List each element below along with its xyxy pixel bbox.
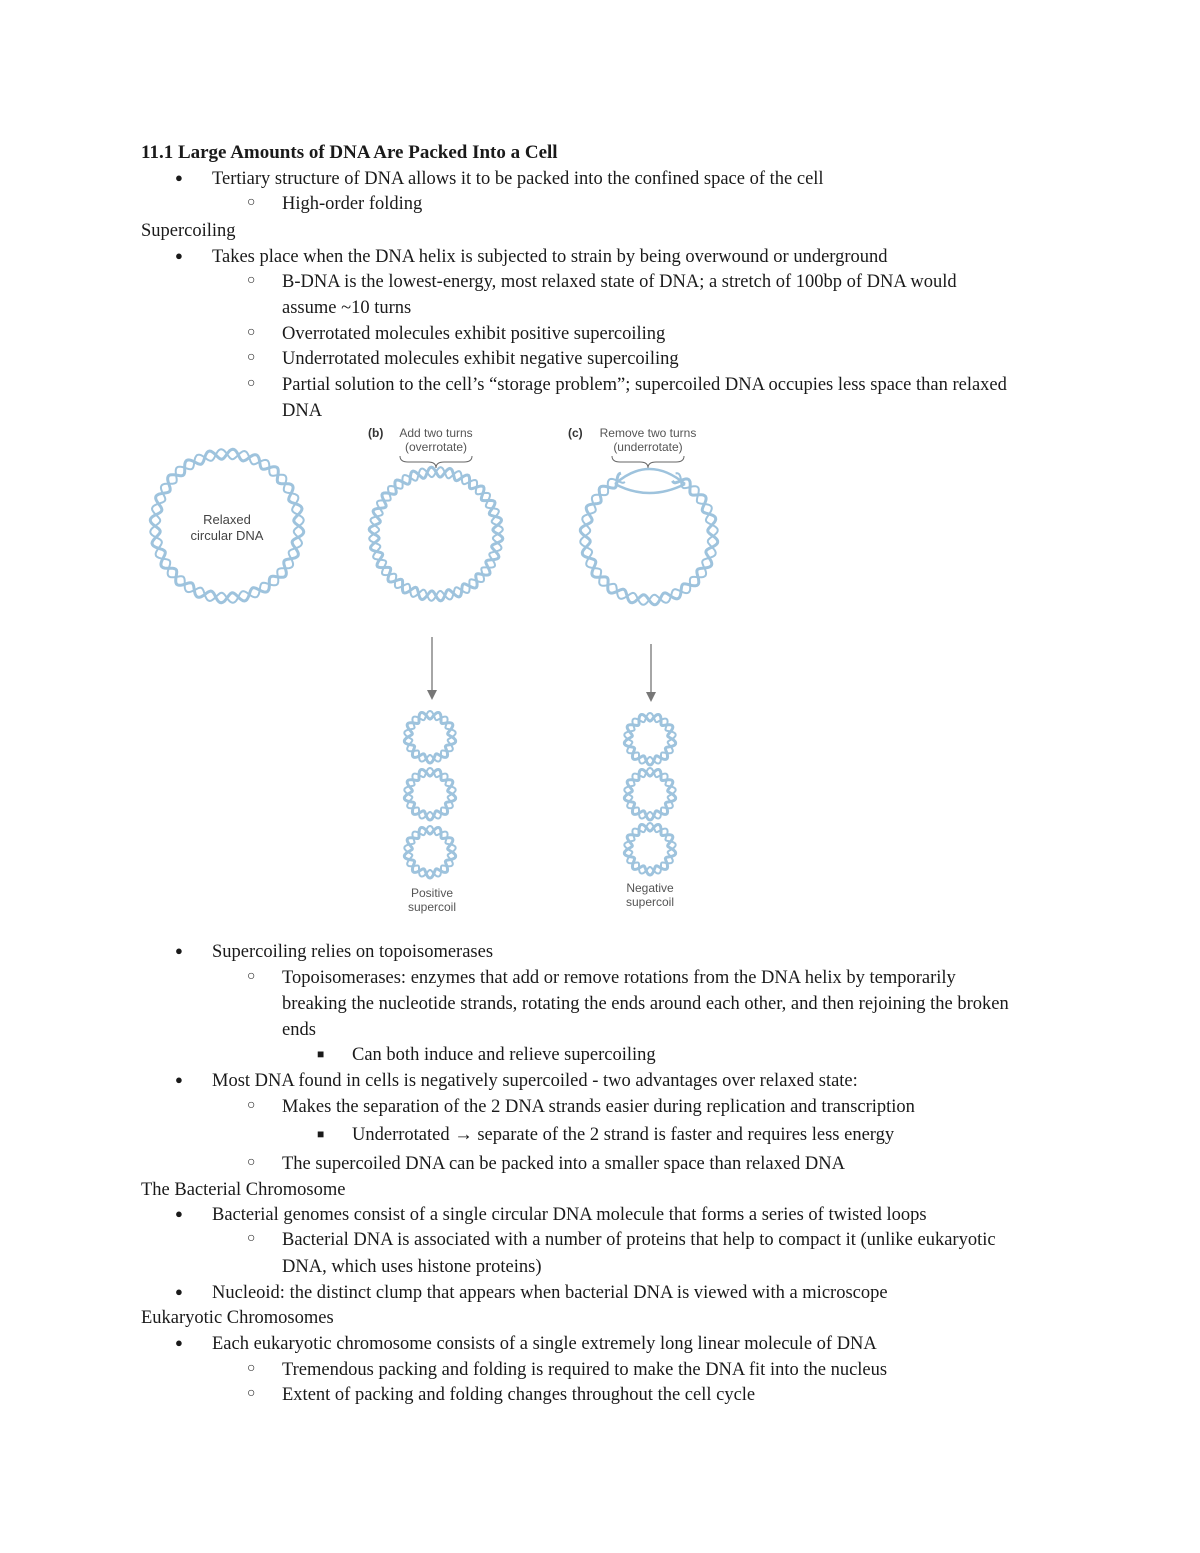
bullet-partial-line1: Partial solution to the cell’s “storage problem”; supercoiled DNA occupies less space than relaxed xyxy=(282,375,1007,395)
figure-c-tag: (c) xyxy=(568,426,583,440)
hollow-bullet-icon: ○ xyxy=(247,376,256,391)
bullet-icon: ● xyxy=(175,1206,183,1221)
overrotated-circle xyxy=(369,467,503,601)
hollow-bullet-icon: ○ xyxy=(247,273,256,288)
bullet-icon: ● xyxy=(175,1335,183,1350)
bullet-icon: ● xyxy=(175,1284,183,1299)
bullet-topo-def-line2: breaking the nucleotide strands, rotating the ends around each other, and then rejoining the broken xyxy=(282,994,1009,1014)
negative-label-1: Negative xyxy=(626,881,674,895)
bullet-topo-def-line1: Topoisomerases: enzymes that add or remove rotations from the DNA helix by temporarily xyxy=(282,968,956,988)
hollow-bullet-icon: ○ xyxy=(247,1386,256,1401)
hollow-bullet-icon: ○ xyxy=(247,325,256,340)
square-bullet-icon: ■ xyxy=(317,1127,325,1141)
dna-bulge xyxy=(615,484,685,493)
bullet-makes: Makes the separation of the 2 DNA strands easier during replication and transcription xyxy=(282,1097,915,1117)
figure-b-label-1: Add two turns xyxy=(399,426,473,440)
bullet-icon: ● xyxy=(175,1072,183,1087)
hollow-bullet-icon: ○ xyxy=(247,969,256,984)
positive-supercoil xyxy=(404,711,455,878)
relaxed-label-2: circular DNA xyxy=(190,528,264,543)
hollow-bullet-icon: ○ xyxy=(247,1231,256,1246)
square-bullet-icon: ■ xyxy=(317,1047,325,1061)
bullet-relies: Supercoiling relies on topoisomerases xyxy=(212,942,494,962)
bullet-genomes: Bacterial genomes consist of a single circular DNA molecule that forms a series of twisted loops xyxy=(212,1205,927,1225)
relaxed-label-1: Relaxed xyxy=(203,512,251,527)
supercoiling-heading: Supercoiling xyxy=(141,221,236,241)
bullet-icon: ● xyxy=(175,170,183,185)
negative-supercoil xyxy=(624,713,675,875)
figure-c-label-1: Remove two turns xyxy=(599,426,697,440)
bullet-partial-line2: DNA xyxy=(282,401,323,421)
bullet-assoc-line2: DNA, which uses histone proteins) xyxy=(282,1257,542,1277)
figure-b-label-2: (overrotate) xyxy=(404,440,468,454)
underrotated-circle xyxy=(580,469,717,605)
negative-label-2: supercoil xyxy=(625,895,675,909)
brace-c xyxy=(612,456,684,468)
hollow-bullet-icon: ○ xyxy=(247,350,256,365)
hollow-bullet-icon: ○ xyxy=(247,195,256,210)
hollow-bullet-icon: ○ xyxy=(247,1361,256,1376)
figure-c-label-2: (underrotate) xyxy=(613,440,683,454)
bullet-each: Each eukaryotic chromosome consists of a single extremely long linear molecule of DNA xyxy=(212,1334,877,1354)
bullet-under: Underrotated → separate of the 2 strand is faster and requires less energy xyxy=(352,1125,895,1145)
bullet-both: Can both induce and relieve supercoiling xyxy=(352,1045,656,1065)
bullet-icon: ● xyxy=(175,943,183,958)
eukaryotic-heading: Eukaryotic Chromosomes xyxy=(141,1308,334,1328)
bullet-high-order: High-order folding xyxy=(282,194,423,214)
bacterial-heading: The Bacterial Chromosome xyxy=(141,1180,346,1200)
section-heading: 11.1 Large Amounts of DNA Are Packed Into a Cell xyxy=(141,142,558,163)
brace-b xyxy=(400,456,472,468)
bullet-most: Most DNA found in cells is negatively supercoiled - two advantages over relaxed state: xyxy=(212,1071,858,1091)
bullet-bdna-line2: assume ~10 turns xyxy=(282,298,412,318)
bullet-takes-place: Takes place when the DNA helix is subjected to strain by being overwound or underground xyxy=(212,247,888,267)
positive-label-1: Positive xyxy=(410,886,454,900)
hollow-bullet-icon: ○ xyxy=(247,1098,256,1113)
arrow-b-head xyxy=(427,690,437,700)
bullet-nucleoid: Nucleoid: the distinct clump that appears when bacterial DNA is viewed with a microscope xyxy=(212,1283,888,1303)
positive-label-2: supercoil xyxy=(407,900,457,914)
bullet-extent: Extent of packing and folding changes throughout the cell cycle xyxy=(282,1385,756,1405)
bullet-tertiary: Tertiary structure of DNA allows it to be packed into the confined space of the cell xyxy=(212,169,824,189)
supercoiling-figure xyxy=(140,422,740,922)
figure-b-tag: (b) xyxy=(368,426,384,440)
bullet-overrotated: Overrotated molecules exhibit positive supercoiling xyxy=(282,324,666,344)
bullet-assoc-line1: Bacterial DNA is associated with a number of proteins that help to compact it (unlike eukaryotic xyxy=(282,1230,996,1250)
bullet-underrotated: Underrotated molecules exhibit negative supercoiling xyxy=(282,349,679,369)
bullet-icon: ● xyxy=(175,248,183,263)
bullet-packed: The supercoiled DNA can be packed into a smaller space than relaxed DNA xyxy=(282,1154,846,1174)
bullet-topo-def-line3: ends xyxy=(282,1020,316,1040)
arrow-c-head xyxy=(646,692,656,702)
hollow-bullet-icon: ○ xyxy=(247,1155,256,1170)
bullet-bdna-line1: B-DNA is the lowest-energy, most relaxed state of DNA; a stretch of 100bp of DNA would xyxy=(282,272,957,292)
bullet-tremendous: Tremendous packing and folding is required to make the DNA fit into the nucleus xyxy=(282,1360,888,1380)
